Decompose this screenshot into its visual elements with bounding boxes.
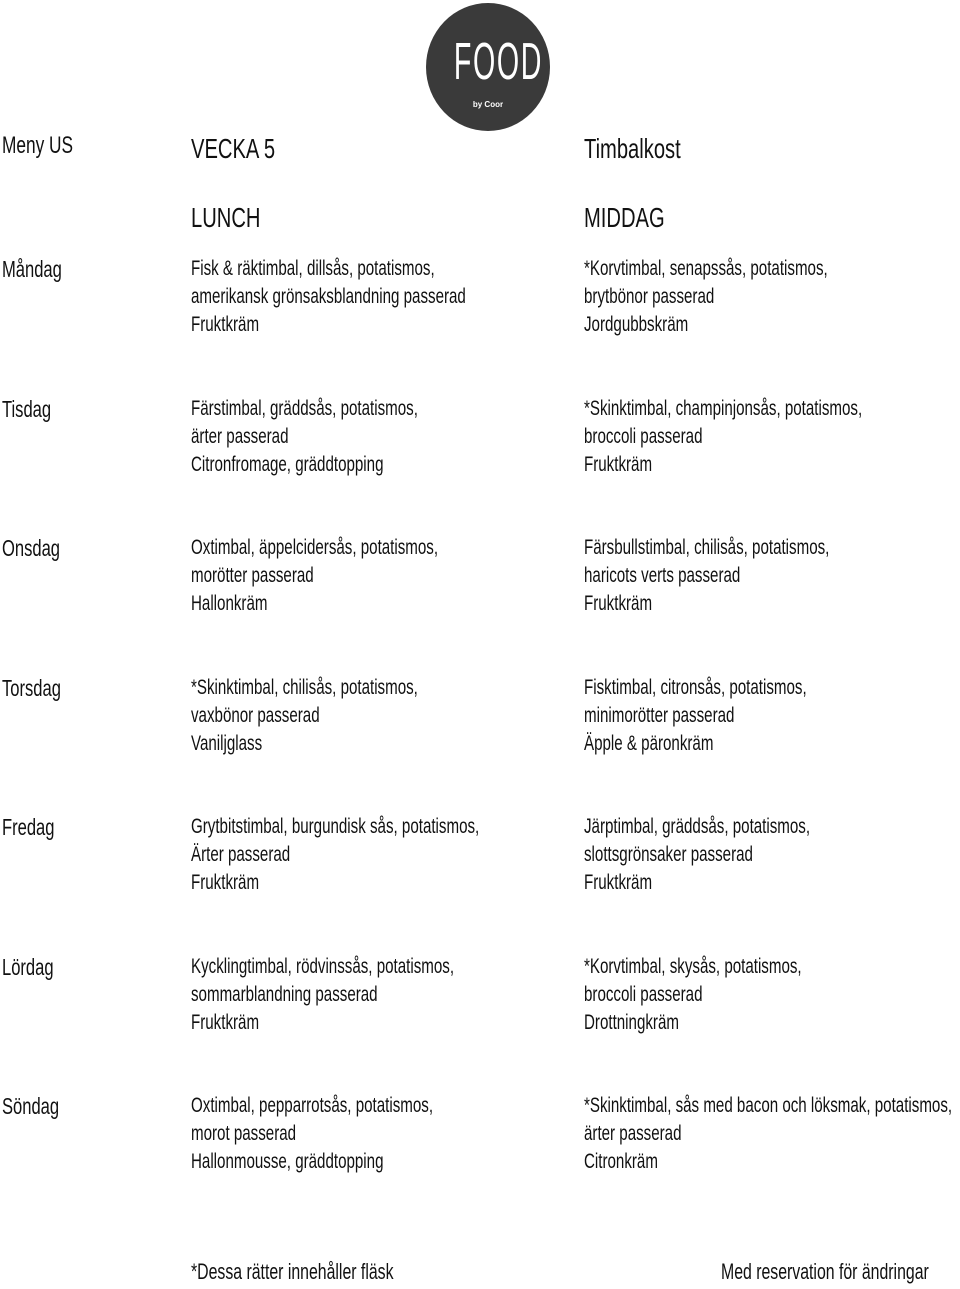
dish-line: Fruktkräm	[584, 871, 653, 894]
day-name: Tisdag	[2, 396, 52, 422]
dish-line: Fruktkräm	[191, 313, 260, 336]
dish-line: *Skinktimbal, champinjonsås, potatismos,	[584, 397, 863, 420]
day-name: Måndag	[2, 256, 62, 282]
dish-line: Fruktkräm	[584, 453, 653, 476]
week-title: VECKA 5	[191, 133, 276, 164]
dish-line: Oxtimbal, äppelcidersås, potatismos,	[191, 536, 439, 559]
logo-word: FOOD	[453, 33, 544, 91]
lunch-heading: LUNCH	[191, 202, 261, 233]
dish-line: Fisktimbal, citronsås, potatismos,	[584, 676, 807, 699]
dish-line: Drottningkräm	[584, 1011, 679, 1034]
dinner-dish	[584, 1092, 952, 1176]
dinner-dish	[584, 395, 862, 479]
dish-line: *Skinktimbal, chilisås, potatismos,	[191, 676, 418, 699]
dinner-dish	[584, 953, 802, 1037]
lunch-dish	[191, 674, 418, 758]
dish-line: Järptimbal, gräddsås, potatismos,	[584, 815, 811, 838]
day-name: Söndag	[2, 1093, 60, 1119]
food-by-coor-logo	[426, 3, 550, 131]
dish-line: Jordgubbskräm	[584, 313, 689, 336]
dinner-heading: MIDDAG	[584, 202, 665, 233]
dish-line: Fruktkräm	[584, 592, 653, 615]
dish-line: ärter passerad	[191, 425, 289, 448]
diet-title: Timbalkost	[584, 133, 681, 164]
dish-line: slottsgrönsaker passerad	[584, 843, 753, 866]
dish-line: Fisk & räktimbal, dillsås, potatismos,	[191, 257, 435, 280]
day-name: Fredag	[2, 814, 55, 840]
day-name: Torsdag	[2, 675, 61, 701]
dish-line: Kycklingtimbal, rödvinssås, potatismos,	[191, 955, 455, 978]
dish-line: *Korvtimbal, skysås, potatismos,	[584, 955, 802, 978]
lunch-dish	[191, 534, 438, 618]
dish-line: Vaniljglass	[191, 732, 263, 755]
dish-line: amerikansk grönsaksblandning passerad	[191, 285, 466, 308]
dish-line: Hallonkräm	[191, 592, 268, 615]
dish-line: Äpple & päronkräm	[584, 732, 714, 755]
dish-line: Grytbitstimbal, burgundisk sås, potatismos,	[191, 815, 480, 838]
dinner-dish	[584, 255, 828, 339]
dinner-dish	[584, 674, 807, 758]
dish-line: sommarblandning passerad	[191, 983, 378, 1006]
reservation-note: Med reservation för ändringar	[721, 1259, 929, 1284]
dish-line: ärter passerad	[584, 1122, 682, 1145]
dish-line: brytbönor passerad	[584, 285, 715, 308]
dish-line: minimorötter passerad	[584, 704, 735, 727]
menu-title: Meny US	[2, 132, 74, 159]
lunch-dish	[191, 255, 466, 339]
dish-line: broccoli passerad	[584, 425, 703, 448]
dish-line: morot passerad	[191, 1122, 297, 1145]
dish-line: Fruktkräm	[191, 871, 260, 894]
day-name: Lördag	[2, 954, 54, 980]
dish-line: Fruktkräm	[191, 1011, 260, 1034]
day-name: Onsdag	[2, 535, 61, 561]
dish-line: Färsbullstimbal, chilisås, potatismos,	[584, 536, 830, 559]
lunch-dish	[191, 1092, 433, 1176]
dish-line: broccoli passerad	[584, 983, 703, 1006]
dinner-dish	[584, 813, 810, 897]
dish-line: Citronkräm	[584, 1150, 658, 1173]
dish-line: vaxbönor passerad	[191, 704, 320, 727]
logo-subtitle: by Coor	[472, 100, 504, 109]
dish-line: Hallonmousse, gräddtopping	[191, 1150, 384, 1173]
dinner-dish	[584, 534, 829, 618]
lunch-dish	[191, 953, 454, 1037]
dish-line: morötter passerad	[191, 564, 314, 587]
dish-line: *Korvtimbal, senapssås, potatismos,	[584, 257, 828, 280]
dish-line: haricots verts passerad	[584, 564, 741, 587]
lunch-dish	[191, 395, 418, 479]
pork-note: *Dessa rätter innehåller fläsk	[191, 1259, 394, 1284]
lunch-dish	[191, 813, 479, 897]
dish-line: *Skinktimbal, sås med bacon och löksmak, potatismos,	[584, 1094, 953, 1117]
dish-line: Färstimbal, gräddsås, potatismos,	[191, 397, 418, 420]
dish-line: Oxtimbal, pepparrotsås, potatismos,	[191, 1094, 434, 1117]
dish-line: Citronfromage, gräddtopping	[191, 453, 384, 476]
dish-line: Ärter passerad	[191, 843, 291, 866]
